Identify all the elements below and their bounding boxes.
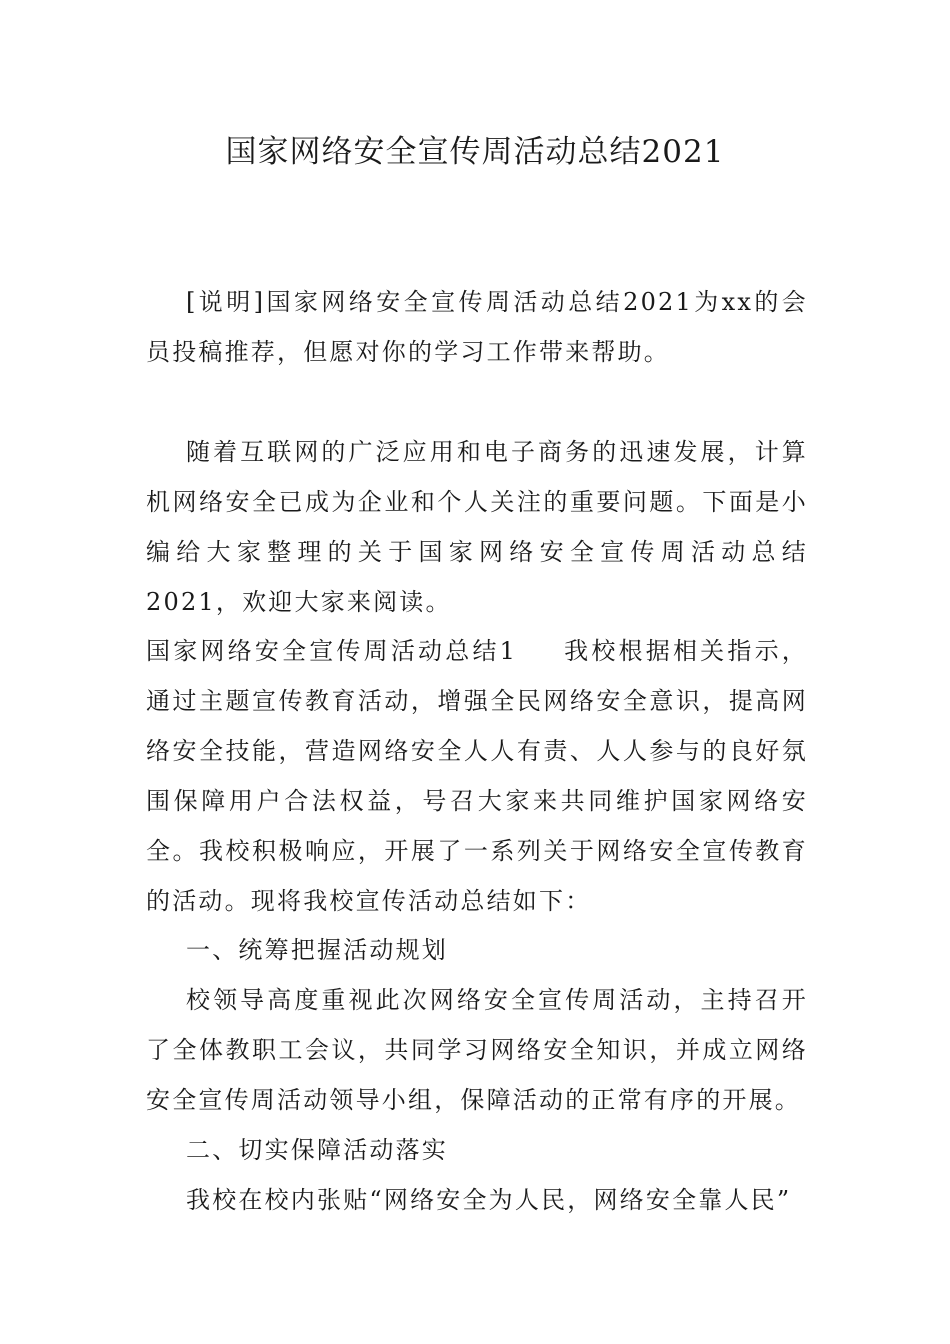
section-1-paragraph [146, 626, 808, 926]
intro-paragraph: 随着互联网的广泛应用和电子商务的迅速发展，计算机网络安全已成为企业和个人关注的重要问题。下面是小编给大家整理的关于国家网络安全宣传周活动总结2021，欢迎大家来阅读。 [146, 438, 808, 616]
section-1-text: 我校根据相关指示，通过主题宣传教育活动，增强全民网络安全意识，提高网络安全技能，营造网络安全人人有责、人人参与的良好氛围保障用户合法权益，号召大家来共同维护国家网络安全。我校积极响应，开展了一系列关于网络安全宣传教育的活动。现将我校宣传活动总结如下： [146, 637, 808, 915]
body-paragraph-1: 校领导高度重视此次网络安全宣传周活动，主持召开了全体教职工会议，共同学习网络安全知识，并成立网络安全宣传周活动领导小组，保障活动的正常有序的开展。 [146, 986, 808, 1114]
section-heading-1: 一、统筹把握活动规划 [186, 936, 448, 964]
section-1-label: 国家网络安全宣传周活动总结1 [146, 637, 518, 665]
document-title: 国家网络安全宣传周活动总结2021 [225, 134, 725, 170]
section-heading-2: 二、切实保障活动落实 [186, 1136, 448, 1164]
body-paragraph-2: 我校在校内张贴“网络安全为人民，网络安全靠人民” [186, 1186, 792, 1214]
note-paragraph: [说明]国家网络安全宣传周活动总结2021为xx的会员投稿推荐，但愿对你的学习工作带来帮助。 [146, 288, 808, 366]
